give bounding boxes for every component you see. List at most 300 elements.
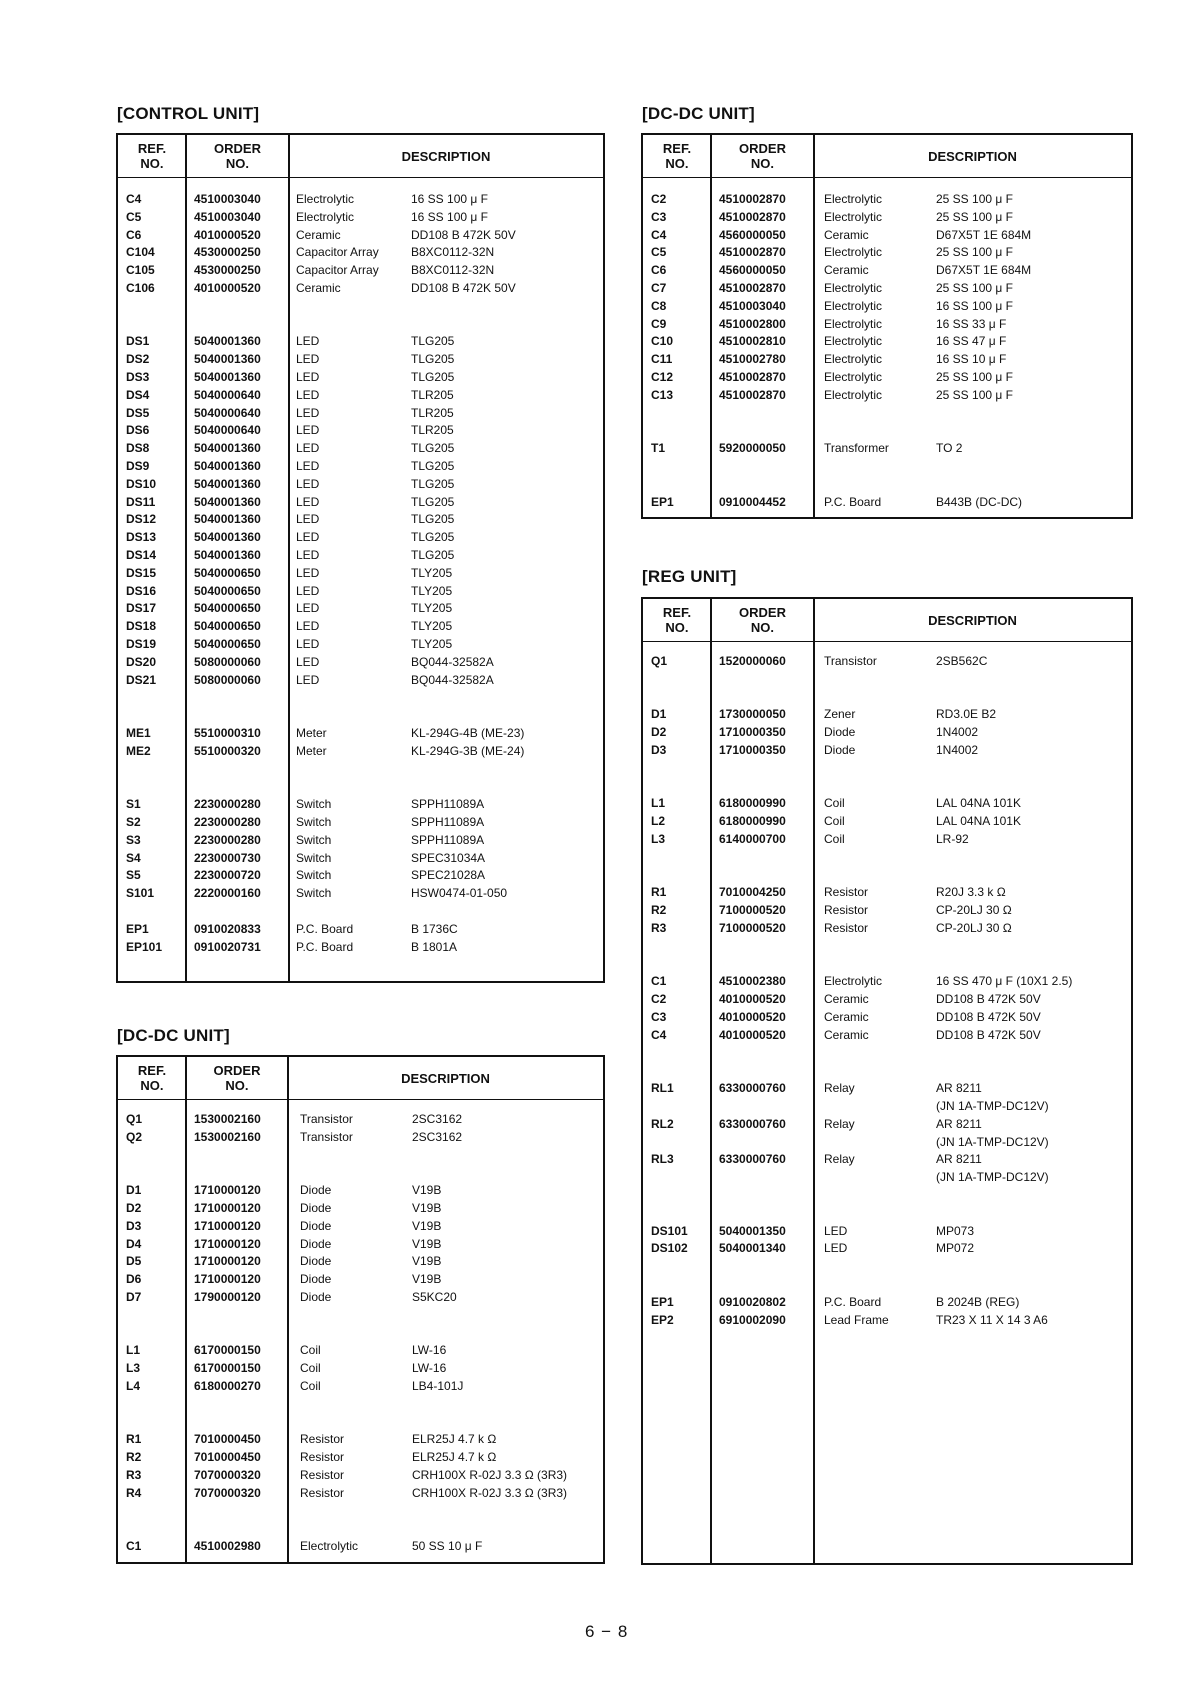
reg-unit-title: [REG UNIT] bbox=[642, 567, 737, 586]
description-cell: LED bbox=[296, 619, 320, 634]
order-cell: 1710000120 bbox=[194, 1201, 261, 1215]
description-cell: LED bbox=[296, 476, 320, 491]
value-cell: 16 SS 100 μ F bbox=[936, 298, 1013, 313]
value-cell: TLG205 bbox=[411, 476, 455, 491]
description-cell: Resistor bbox=[824, 903, 869, 918]
ref-cell: C3 bbox=[651, 209, 667, 224]
order-cell: 2230000280 bbox=[194, 797, 261, 812]
ref-cell: RL1 bbox=[651, 1081, 674, 1096]
order-cell: 5080000060 bbox=[194, 654, 261, 669]
value-cell: BQ044-32582A bbox=[411, 672, 494, 687]
ref-cell: ME2 bbox=[126, 743, 151, 758]
table-row bbox=[643, 316, 1131, 334]
order-cell: 7010000450 bbox=[194, 1450, 261, 1465]
order-cell: 5040001350 bbox=[719, 1223, 786, 1238]
order-cell: 5040000640 bbox=[194, 423, 261, 438]
table-row bbox=[643, 405, 1131, 423]
ref-cell: C11 bbox=[651, 352, 673, 367]
value-cell: SPPH11089A bbox=[411, 832, 485, 847]
order-cell: 1710000350 bbox=[719, 743, 786, 757]
table-row bbox=[643, 458, 1131, 476]
description-cell: Coil bbox=[300, 1379, 321, 1393]
table-row bbox=[118, 832, 603, 850]
order-cell: 5040000650 bbox=[194, 583, 261, 598]
description-cell: Ceramic bbox=[296, 281, 341, 295]
table-row bbox=[643, 1205, 1131, 1223]
description-cell: Transistor bbox=[300, 1112, 353, 1126]
order-cell: 5510000320 bbox=[194, 743, 261, 758]
ref-cell: DS19 bbox=[126, 637, 157, 651]
table-row bbox=[643, 262, 1131, 280]
description-cell: Diode bbox=[300, 1236, 332, 1251]
table-row bbox=[118, 422, 603, 440]
order-cell: 4510003040 bbox=[194, 192, 261, 206]
ref-cell: C5 bbox=[126, 209, 142, 224]
dcdc-unit-table-right bbox=[641, 133, 1133, 519]
order-cell: 4530000250 bbox=[194, 263, 261, 278]
description-cell: LED bbox=[296, 423, 320, 438]
ref-cell: R2 bbox=[651, 903, 667, 918]
description-cell: Electrolytic bbox=[824, 334, 883, 349]
order-no-header: ORDER NO. bbox=[213, 1063, 261, 1093]
order-cell: 1730000050 bbox=[719, 707, 786, 722]
order-cell: 5080000060 bbox=[194, 672, 261, 687]
value-cell: HSW0474-01-050 bbox=[411, 886, 508, 901]
order-cell: 6180000270 bbox=[194, 1379, 261, 1393]
value-cell: CRH100X R-02J 3.3 Ω (3R3) bbox=[412, 1468, 568, 1482]
description-cell: Diode bbox=[824, 725, 856, 740]
description-cell: Ceramic bbox=[824, 227, 869, 242]
ref-cell: EP1 bbox=[651, 494, 674, 509]
value-cell: KL-294G-4B (ME-23) bbox=[411, 726, 525, 740]
order-cell: 4010000520 bbox=[719, 1010, 786, 1024]
order-cell: 4560000050 bbox=[719, 227, 786, 242]
table-row bbox=[643, 191, 1131, 209]
value-cell: AR 8211 bbox=[936, 1152, 982, 1167]
description-cell: Electrolytic bbox=[296, 209, 355, 224]
description-cell: Relay bbox=[824, 1081, 855, 1096]
description-cell: Electrolytic bbox=[824, 352, 883, 367]
table-row bbox=[643, 494, 1131, 512]
order-cell: 4510002870 bbox=[719, 209, 786, 224]
table-row bbox=[118, 903, 603, 921]
ref-cell: DS18 bbox=[126, 619, 157, 634]
order-cell: 4510002870 bbox=[719, 192, 786, 206]
ref-cell: DS15 bbox=[126, 565, 157, 580]
order-cell: 2230000280 bbox=[194, 832, 261, 847]
table-row bbox=[118, 1485, 603, 1503]
order-cell: 6170000150 bbox=[194, 1361, 261, 1376]
table-row bbox=[643, 298, 1131, 316]
order-cell: 5040001360 bbox=[194, 512, 261, 527]
table-row bbox=[118, 654, 603, 672]
order-no-header: ORDER NO. bbox=[739, 141, 786, 171]
order-cell: 1710000120 bbox=[194, 1218, 261, 1233]
reg-unit-table bbox=[641, 597, 1133, 1565]
value-cell: B443B (DC-DC) bbox=[936, 494, 1023, 509]
value-cell: LAL 04NA 101K bbox=[936, 796, 1021, 811]
table-row bbox=[118, 1253, 603, 1271]
ref-cell: C4 bbox=[651, 227, 667, 242]
value-cell: LB4-101J bbox=[412, 1379, 464, 1393]
table-row bbox=[118, 1236, 603, 1254]
value-cell: 25 SS 100 μ F bbox=[936, 387, 1013, 402]
ref-cell: DS5 bbox=[126, 405, 150, 420]
ref-cell: L3 bbox=[126, 1361, 141, 1376]
description-cell: Diode bbox=[300, 1290, 332, 1304]
table-row bbox=[118, 191, 603, 209]
value-cell: RD3.0E B2 bbox=[936, 707, 997, 722]
table-row bbox=[118, 1164, 603, 1182]
ref-cell: D6 bbox=[126, 1272, 142, 1287]
description-cell: LED bbox=[296, 601, 320, 616]
description-cell: Resistor bbox=[300, 1450, 345, 1465]
table-row bbox=[118, 583, 603, 601]
description-cell: LED bbox=[296, 352, 320, 367]
table-row bbox=[118, 316, 603, 334]
table-row bbox=[118, 529, 603, 547]
description-cell: Ceramic bbox=[296, 227, 341, 242]
table-row bbox=[118, 1503, 603, 1521]
ref-cell: R3 bbox=[651, 921, 667, 935]
order-cell: 0910020731 bbox=[194, 939, 261, 954]
order-cell: 4010000520 bbox=[719, 992, 786, 1007]
table-row bbox=[118, 1182, 603, 1200]
description-cell: Electrolytic bbox=[824, 316, 883, 331]
order-cell: 7010004250 bbox=[719, 885, 786, 900]
description-cell: Coil bbox=[300, 1343, 321, 1358]
order-cell: 6330000760 bbox=[719, 1116, 786, 1131]
order-cell: 4560000050 bbox=[719, 263, 786, 278]
value-cell: SPPH11089A bbox=[411, 815, 485, 829]
description-cell: LED bbox=[296, 654, 320, 669]
table-row bbox=[643, 956, 1131, 974]
ref-cell: D7 bbox=[126, 1290, 142, 1304]
ref-cell: L1 bbox=[126, 1343, 141, 1358]
order-cell: 4510002810 bbox=[719, 334, 786, 349]
order-cell: 5510000310 bbox=[194, 726, 261, 740]
order-cell: 4510002870 bbox=[719, 370, 786, 384]
table-row bbox=[643, 333, 1131, 351]
ref-cell: D2 bbox=[126, 1201, 142, 1215]
order-cell: 1710000120 bbox=[194, 1254, 261, 1269]
order-cell: 7070000320 bbox=[194, 1485, 261, 1500]
order-cell: 4510002870 bbox=[719, 281, 786, 295]
order-cell: 0910004452 bbox=[719, 494, 786, 509]
ref-cell: DS9 bbox=[126, 459, 150, 473]
table-row bbox=[643, 1258, 1131, 1276]
order-cell: 5040001360 bbox=[194, 441, 261, 456]
order-cell: 5040001360 bbox=[194, 548, 261, 562]
ref-cell: DS101 bbox=[651, 1223, 688, 1238]
value-cell: (JN 1A-TMP-DC12V) bbox=[936, 1170, 1049, 1185]
value-cell: B8XC0112-32N bbox=[411, 245, 495, 260]
ref-cell: C6 bbox=[126, 227, 142, 242]
table-row bbox=[118, 244, 603, 262]
table-row bbox=[118, 1431, 603, 1449]
table-row bbox=[118, 1467, 603, 1485]
value-cell: TLG205 bbox=[411, 512, 455, 527]
description-cell: Coil bbox=[824, 814, 845, 829]
ref-cell: C1 bbox=[126, 1539, 142, 1554]
ref-cell: L1 bbox=[651, 796, 666, 811]
ref-cell: C3 bbox=[651, 1010, 667, 1024]
ref-cell: S4 bbox=[126, 850, 141, 865]
ref-cell: C4 bbox=[126, 192, 142, 206]
order-cell: 2230000730 bbox=[194, 850, 261, 865]
value-cell: TLG205 bbox=[411, 548, 455, 562]
table-row bbox=[118, 1111, 603, 1129]
order-cell: 6180000990 bbox=[719, 814, 786, 829]
description-cell: LED bbox=[296, 387, 320, 402]
ref-cell: C13 bbox=[651, 387, 674, 402]
order-cell: 7100000520 bbox=[719, 921, 786, 935]
table-row bbox=[118, 1360, 603, 1378]
table-row bbox=[118, 476, 603, 494]
ref-cell: R1 bbox=[126, 1432, 142, 1447]
order-cell: 6180000990 bbox=[719, 796, 786, 811]
value-cell: 16 SS 100 μ F bbox=[411, 209, 488, 224]
order-cell: 5040000650 bbox=[194, 619, 261, 634]
control-unit-table bbox=[116, 133, 605, 983]
value-cell: V19B bbox=[412, 1183, 442, 1198]
order-cell: 1710000120 bbox=[194, 1183, 261, 1198]
value-cell: TLY205 bbox=[411, 601, 453, 616]
value-cell: 25 SS 100 μ F bbox=[936, 192, 1013, 206]
ref-no-header: REF. NO. bbox=[137, 141, 167, 171]
order-cell: 6170000150 bbox=[194, 1343, 261, 1358]
value-cell: 25 SS 100 μ F bbox=[936, 370, 1013, 384]
description-cell: P.C. Board bbox=[824, 1294, 882, 1309]
table-row bbox=[643, 1240, 1131, 1258]
description-cell: Coil bbox=[824, 796, 845, 811]
description-cell: Resistor bbox=[824, 921, 869, 935]
table-row bbox=[118, 761, 603, 779]
dcdc-unit-title-left: [DC-DC UNIT] bbox=[117, 1026, 230, 1045]
ref-cell: DS6 bbox=[126, 423, 150, 438]
table-row bbox=[118, 1325, 603, 1343]
value-cell: 16 SS 47 μ F bbox=[936, 334, 1007, 349]
ref-cell: D5 bbox=[126, 1254, 142, 1269]
control-unit-title: [CONTROL UNIT] bbox=[117, 104, 260, 123]
table-row bbox=[118, 743, 603, 761]
description-header: DESCRIPTION bbox=[928, 612, 1017, 628]
table-header bbox=[643, 135, 1131, 178]
table-row bbox=[118, 796, 603, 814]
table-row bbox=[118, 458, 603, 476]
description-cell: LED bbox=[296, 370, 320, 384]
order-cell: 1710000350 bbox=[719, 725, 786, 740]
ref-cell: R1 bbox=[651, 885, 667, 900]
table-row bbox=[118, 227, 603, 245]
table-row bbox=[118, 778, 603, 796]
value-cell: SPEC21028A bbox=[411, 868, 486, 883]
description-cell: LED bbox=[296, 512, 320, 527]
order-cell: 1710000120 bbox=[194, 1272, 261, 1287]
order-no-header: ORDER NO. bbox=[739, 605, 786, 635]
description-cell: Electrolytic bbox=[824, 245, 883, 260]
order-cell: 2220000160 bbox=[194, 886, 261, 901]
table-row bbox=[643, 280, 1131, 298]
description-cell: Switch bbox=[296, 850, 332, 865]
value-cell: V19B bbox=[412, 1218, 442, 1233]
ref-cell: C8 bbox=[651, 298, 667, 313]
ref-cell: DS20 bbox=[126, 654, 157, 669]
description-cell: Switch bbox=[296, 815, 332, 829]
ref-cell: EP1 bbox=[126, 921, 149, 936]
ref-cell: C1 bbox=[651, 974, 667, 989]
value-cell: D67X5T 1E 684M bbox=[936, 263, 1032, 278]
table-row bbox=[118, 1271, 603, 1289]
order-cell: 4510003040 bbox=[719, 298, 786, 313]
order-cell: 1790000120 bbox=[194, 1290, 261, 1304]
table-row bbox=[118, 1289, 603, 1307]
table-row bbox=[643, 1098, 1131, 1116]
table-row bbox=[643, 884, 1131, 902]
ref-cell: DS21 bbox=[126, 672, 157, 687]
order-cell: 7010000450 bbox=[194, 1432, 261, 1447]
value-cell: 25 SS 100 μ F bbox=[936, 209, 1013, 224]
ref-cell: DS102 bbox=[651, 1241, 688, 1256]
ref-cell: R2 bbox=[126, 1450, 142, 1465]
table-row bbox=[643, 1062, 1131, 1080]
ref-cell: RL2 bbox=[651, 1116, 674, 1131]
description-cell: Ceramic bbox=[824, 1027, 869, 1042]
ref-cell: DS4 bbox=[126, 387, 150, 402]
table-row bbox=[118, 618, 603, 636]
description-header: DESCRIPTION bbox=[928, 148, 1017, 164]
order-cell: 7100000520 bbox=[719, 903, 786, 918]
ref-cell: C2 bbox=[651, 192, 667, 206]
ref-cell: C106 bbox=[126, 281, 155, 295]
dcdc-unit-table-left bbox=[116, 1055, 605, 1564]
order-cell: 0910020833 bbox=[194, 921, 261, 936]
table-row bbox=[643, 1009, 1131, 1027]
table-row bbox=[643, 1134, 1131, 1152]
order-cell: 1520000060 bbox=[719, 654, 786, 668]
description-cell: Electrolytic bbox=[296, 192, 355, 206]
description-cell: Meter bbox=[296, 743, 327, 758]
description-cell: Zener bbox=[824, 707, 856, 722]
description-cell: LED bbox=[296, 441, 320, 456]
ref-cell: C104 bbox=[126, 245, 155, 260]
description-cell: Electrolytic bbox=[824, 387, 883, 402]
order-cell: 5040001360 bbox=[194, 352, 261, 367]
dcdc-unit-title-right: [DC-DC UNIT] bbox=[642, 104, 755, 123]
description-cell: LED bbox=[296, 530, 320, 545]
value-cell: LW-16 bbox=[412, 1361, 447, 1376]
value-cell: CP-20LJ 30 Ω bbox=[936, 903, 1012, 918]
table-row bbox=[643, 831, 1131, 849]
ref-cell: D2 bbox=[651, 725, 667, 740]
description-cell: Electrolytic bbox=[824, 209, 883, 224]
order-cell: 5040000640 bbox=[194, 405, 261, 420]
value-cell: TLR205 bbox=[411, 387, 454, 402]
table-row bbox=[118, 939, 603, 957]
description-cell: Resistor bbox=[824, 885, 869, 900]
order-cell: 5040000650 bbox=[194, 565, 261, 580]
ref-cell: D1 bbox=[651, 707, 667, 722]
order-cell: 6140000700 bbox=[719, 832, 786, 846]
order-cell: 5040001360 bbox=[194, 476, 261, 491]
table-row bbox=[118, 387, 603, 405]
order-cell: 4010000520 bbox=[194, 281, 261, 295]
value-cell: DD108 B 472K 50V bbox=[936, 992, 1041, 1007]
ref-cell: C5 bbox=[651, 245, 667, 260]
table-row bbox=[643, 742, 1131, 760]
table-row bbox=[643, 387, 1131, 405]
value-cell: 2SC3162 bbox=[412, 1112, 463, 1126]
table-row bbox=[643, 849, 1131, 867]
table-row bbox=[118, 511, 603, 529]
table-row bbox=[118, 600, 603, 618]
table-row bbox=[118, 885, 603, 903]
table-row bbox=[118, 262, 603, 280]
ref-cell: DS8 bbox=[126, 441, 150, 456]
value-cell: SPPH11089A bbox=[411, 797, 485, 812]
description-cell: Electrolytic bbox=[824, 281, 883, 295]
ref-no-header: REF. NO. bbox=[662, 605, 692, 635]
ref-no-header: REF. NO. bbox=[662, 141, 692, 171]
description-cell: LED bbox=[824, 1241, 848, 1256]
order-cell: 4510002800 bbox=[719, 316, 786, 331]
table-row bbox=[643, 689, 1131, 707]
table-row bbox=[118, 1449, 603, 1467]
ref-cell: S5 bbox=[126, 868, 141, 883]
ref-cell: R4 bbox=[126, 1485, 142, 1500]
table-row bbox=[118, 280, 603, 298]
description-header: DESCRIPTION bbox=[401, 1070, 490, 1086]
order-cell: 5040001360 bbox=[194, 494, 261, 509]
table-row bbox=[643, 1116, 1131, 1134]
description-cell: Meter bbox=[296, 726, 327, 740]
ref-cell: D3 bbox=[126, 1218, 142, 1233]
value-cell: B8XC0112-32N bbox=[411, 263, 495, 278]
table-row bbox=[643, 653, 1131, 671]
table-row bbox=[643, 1080, 1131, 1098]
ref-cell: L3 bbox=[651, 832, 666, 846]
table-row bbox=[118, 1414, 603, 1432]
value-cell: TLG205 bbox=[411, 459, 455, 473]
value-cell: 1N4002 bbox=[936, 743, 979, 757]
table-row bbox=[118, 672, 603, 690]
ref-cell: D3 bbox=[651, 743, 667, 757]
value-cell: B 2024B (REG) bbox=[936, 1294, 1020, 1309]
value-cell: 50 SS 10 μ F bbox=[412, 1539, 483, 1554]
value-cell: TLR205 bbox=[411, 423, 454, 438]
ref-cell: D4 bbox=[126, 1236, 142, 1251]
table-row bbox=[118, 333, 603, 351]
table-row bbox=[118, 1538, 603, 1556]
order-cell: 5040000650 bbox=[194, 601, 261, 616]
ref-cell: S101 bbox=[126, 886, 155, 901]
table-row bbox=[118, 850, 603, 868]
value-cell: V19B bbox=[412, 1254, 442, 1269]
value-cell: TLY205 bbox=[411, 565, 453, 580]
description-cell: Transformer bbox=[824, 441, 889, 456]
value-cell: TLG205 bbox=[411, 530, 455, 545]
order-cell: 2230000280 bbox=[194, 815, 261, 829]
description-cell: Resistor bbox=[300, 1432, 345, 1447]
table-row bbox=[118, 565, 603, 583]
ref-cell: EP1 bbox=[651, 1294, 674, 1309]
description-cell: LED bbox=[296, 565, 320, 580]
ref-cell: DS1 bbox=[126, 334, 150, 349]
table-row bbox=[118, 440, 603, 458]
ref-cell: C12 bbox=[651, 370, 674, 384]
table-row bbox=[643, 1276, 1131, 1294]
table-row bbox=[643, 724, 1131, 742]
